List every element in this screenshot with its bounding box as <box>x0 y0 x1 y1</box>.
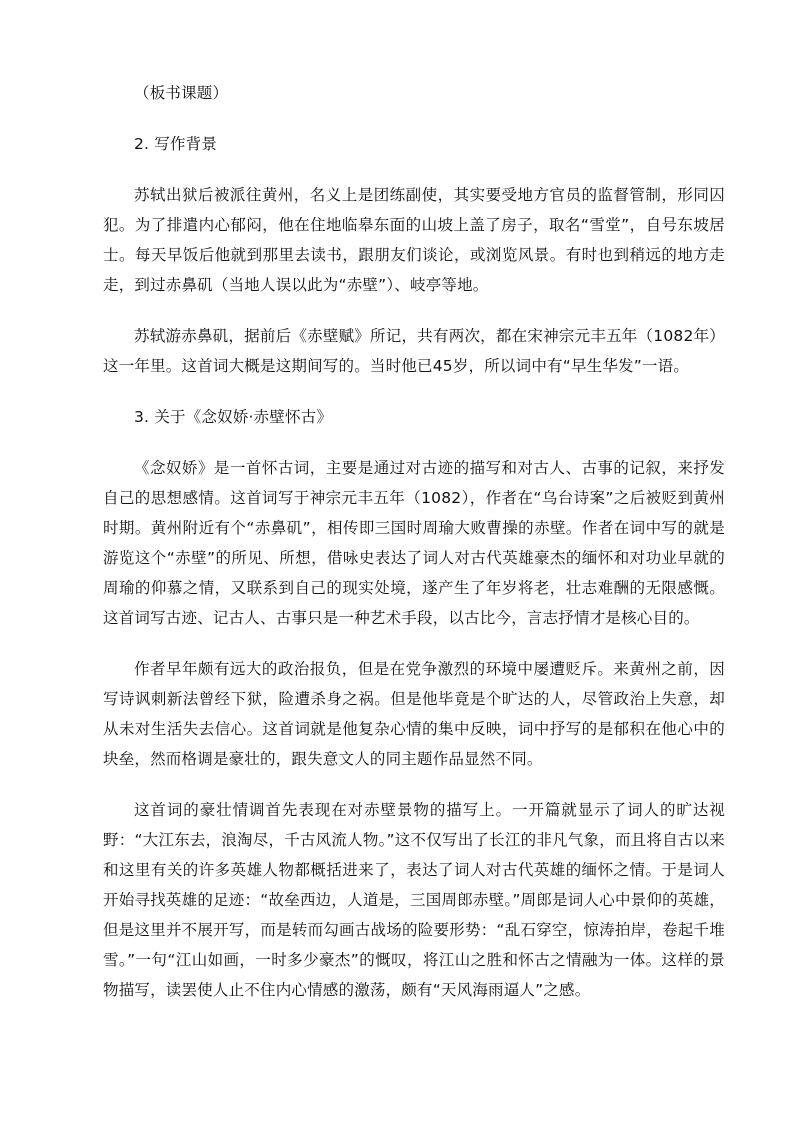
paragraph-about-poem-1: 《念奴娇》是一首怀古词，主要是通过对古迹的描写和对古人、古事的记叙，来抒发自己的思想感情。这首词写于神宗元丰五年（1082），作者在“乌台诗案”之后被贬到黄州时期。黄州附近有个“赤鼻矶”，相传即三国时周瑜大败曹操的赤壁。作者在词中写的就是游览这个“赤壁”的所见、所想，借咏史表达了词人对古代英雄豪杰的缅怀和对功业早就的周瑜的仰慕之情，又联系到自己的现实处境，遂产生了年岁将老，壮志难酬的无限感慨。这首词写古迹、记古人、古事只是一种艺术手段，以古比今，言志抒情才是核心目的。 <box>103 459 725 627</box>
board-title-note: （板书课题） <box>134 84 229 102</box>
document-body <box>103 78 725 1026</box>
section-heading-writing-background: 2. 写作背景 <box>134 135 218 153</box>
paragraph-background-1: 苏轼出狱后被派往黄州，名义上是团练副使，其实要受地方官员的监督管制，形同囚犯。为了排遣内心郁闷，他在住地临皋东面的山坡上盖了房子，取名“雪堂”，自号东坡居士。每天早饭后他就到那里去读书，跟朋友们谈论，或浏览风景。有时也到稍远的地方走走，到过赤鼻矶（当地人误以此为“赤壁”）、岐亭等地。 <box>103 186 725 294</box>
paragraph-background-2: 苏轼游赤鼻矶，据前后《赤壁赋》所记，共有两次，都在宋神宗元丰五年（1082年）这一年里。这首词大概是这期间写的。当时他已45岁，所以词中有“早生华发”一语。 <box>103 327 725 375</box>
paragraph-about-poem-2: 作者早年颇有远大的政治报负，但是在党争激烈的环境中屡遭贬斥。来黄州之前，因写诗讽刺新法曾经下狱，险遭杀身之祸。但是他毕竟是个旷达的人，尽管政治上失意，却从未对生活失去信心。这首词就是他复杂心情的集中反映，词中抒写的是郁积在他心中的块垒，然而格调是豪壮的，跟失意文人的同主题作品显然不同。 <box>103 660 725 768</box>
paragraph-about-poem-3: 这首词的豪壮情调首先表现在对赤壁景物的描写上。一开篇就显示了词人的旷达视野：“大江东去，浪淘尽，千古风流人物。”这不仅写出了长江的非凡气象，而且将自古以来和这里有关的许多英雄人物都概括进来了，表达了词人对古代英雄的缅怀之情。于是词人开始寻找英雄的足迹：“故垒西边，人道是，三国周郎赤壁。”周郎是词人心中景仰的英雄，但是这里并不展开写，而是转而勾画古战场的险要形势：“乱石穿空，惊涛拍岸，卷起千堆雪。”一句“江山如画，一时多少豪杰”的慨叹，将江山之胜和怀古之情融为一体。这样的景物描写，读罢使人止不住内心情感的激荡，颇有“天风海雨逼人”之感。 <box>103 801 725 999</box>
section-heading-about-poem: 3. 关于《念奴娇·赤壁怀古》 <box>134 408 333 426</box>
